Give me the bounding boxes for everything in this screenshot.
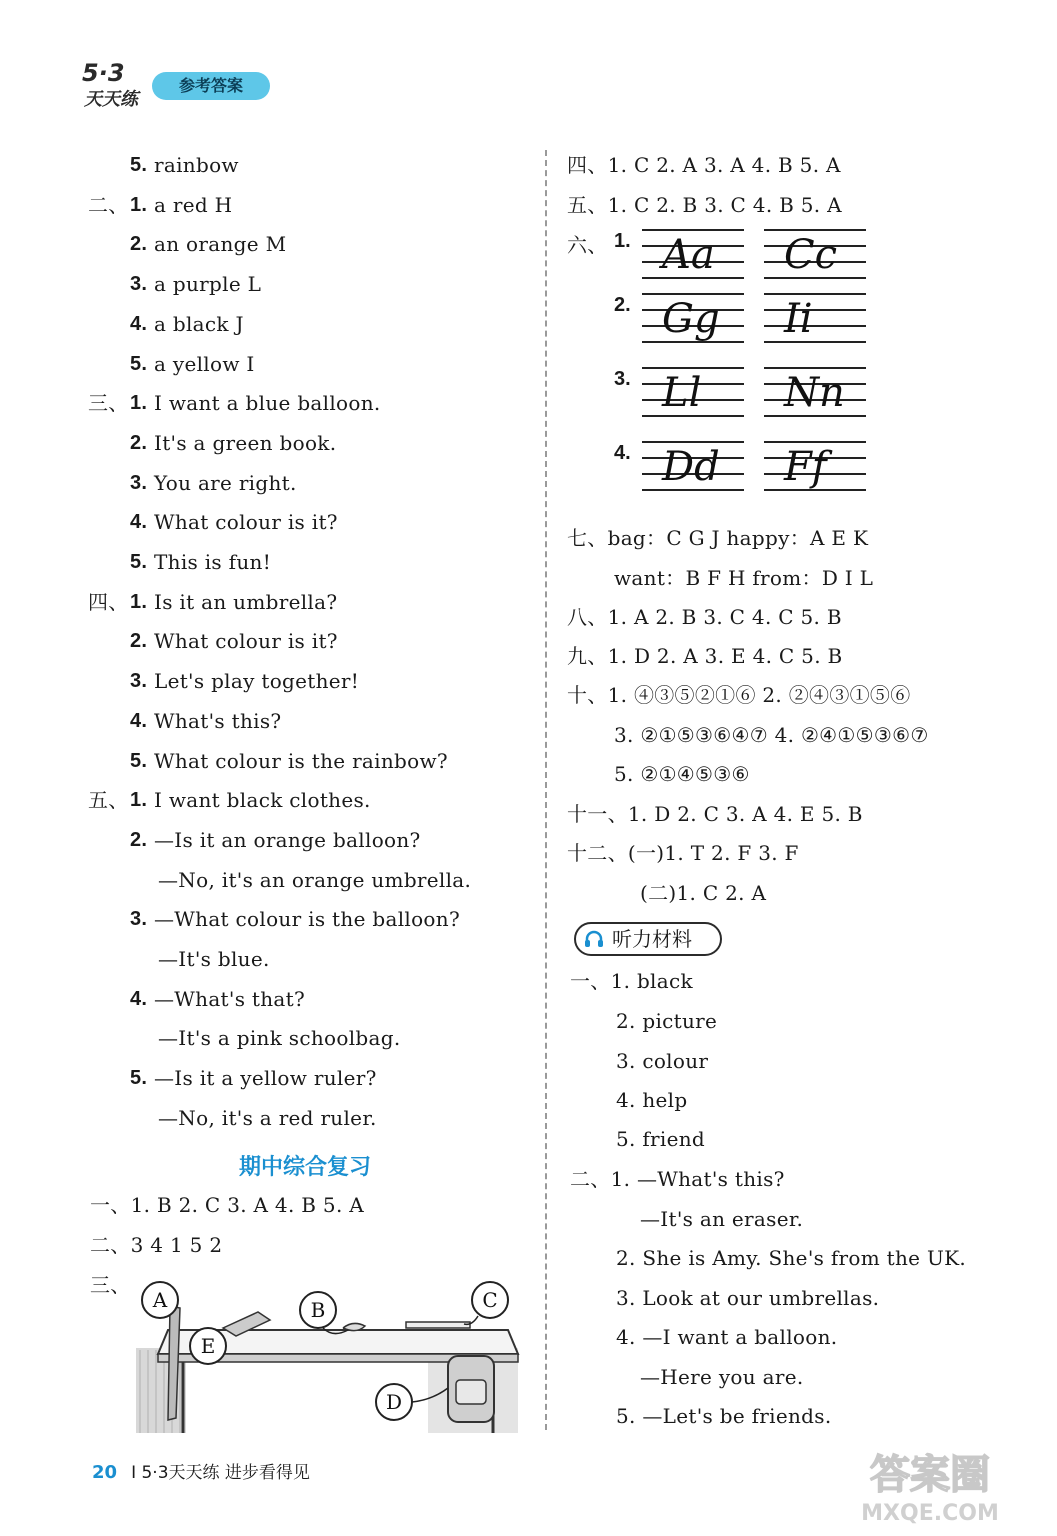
left-answer-text: I want a blue balloon. <box>154 391 381 415</box>
left-answer-text: It's a green book. <box>154 431 337 455</box>
left-section-label: 五、 <box>88 788 129 812</box>
answer-12a: 十二、(一)1. T 2. F 3. F <box>567 841 799 865</box>
listen-2-5: 5. —Let's be friends. <box>616 1404 832 1428</box>
column-divider <box>545 150 547 1430</box>
midterm-line-2: 二、3 4 1 5 2 <box>90 1233 223 1257</box>
left-item-number: 1. <box>130 194 148 216</box>
midterm-line-1: 一、1. B 2. C 3. A 4. B 5. A <box>90 1193 365 1217</box>
handwriting-item-number: 1. <box>614 230 631 252</box>
left-item-number: 4. <box>130 710 148 732</box>
right-line-4: 四、1. C 2. A 3. A 4. B 5. A <box>567 153 841 177</box>
listening-title: 听力材料 <box>612 927 692 951</box>
left-answer-text: a black J <box>154 312 244 336</box>
left-item-number: 2. <box>130 630 148 652</box>
handwriting-item-number: 4. <box>614 442 631 464</box>
handwriting-grid <box>764 292 866 344</box>
handwriting-grid <box>642 292 744 344</box>
handwriting-letters: Aa <box>662 232 715 278</box>
scene-label-b: B <box>310 1298 326 1322</box>
left-item-number: 2. <box>130 829 148 851</box>
left-item-number: 1. <box>130 789 148 811</box>
handwriting-letters: Nn <box>784 370 845 416</box>
right-line-5: 五、1. C 2. B 3. C 4. B 5. A <box>567 193 842 217</box>
left-item-number: 5. <box>130 551 148 573</box>
left-section-label: 四、 <box>88 590 129 614</box>
left-answer-text: a purple L <box>154 272 262 296</box>
left-item-number: 5. <box>130 154 148 176</box>
left-item-number: 4. <box>130 988 148 1010</box>
answer-7b: want：B F H from：D I L <box>614 566 874 590</box>
handwriting-grid <box>764 440 866 492</box>
listen-1-1: 一、1. black <box>570 969 693 993</box>
left-section-label: 二、 <box>88 193 129 217</box>
svg-text:5·3: 5·3 <box>82 59 125 87</box>
answer-11: 十一、1. D 2. C 3. A 4. E 5. B <box>567 802 863 826</box>
scene-label-c: C <box>482 1288 498 1312</box>
listen-2-2: 2. She is Amy. She's from the UK. <box>616 1246 967 1270</box>
left-section-label: 三、 <box>88 391 129 415</box>
left-answer-text: What colour is it? <box>154 629 338 653</box>
left-item-number: 3. <box>130 670 148 692</box>
listen-1-5: 5. friend <box>616 1127 706 1151</box>
handwriting-letters: Cc <box>784 232 838 278</box>
midterm-review-title: 期中综合复习 <box>238 1155 371 1180</box>
left-answer-text: —No, it's an orange umbrella. <box>158 868 472 892</box>
handwriting-item-number: 2. <box>614 294 631 316</box>
handwriting-grid <box>764 366 866 418</box>
answer-key-badge: 参考答案 <box>152 72 270 100</box>
handwriting-grid <box>642 366 744 418</box>
scene-label-e: E <box>200 1334 216 1358</box>
left-item-number: 1. <box>130 392 148 414</box>
handwriting-grid <box>764 228 866 280</box>
left-item-number: 3. <box>130 273 148 295</box>
handwriting-label: 六、 <box>567 233 608 257</box>
handwriting-letters: Gg <box>662 296 720 342</box>
scene-label-a: A <box>152 1288 168 1312</box>
listening-material-tag <box>574 922 722 956</box>
answer-10c: 5. ②①④⑤③⑥ <box>614 762 750 786</box>
answer-9: 九、1. D 2. A 3. E 4. C 5. B <box>567 644 843 668</box>
listen-2-1b: —It's an eraser. <box>640 1207 804 1231</box>
handwriting-grid <box>642 228 744 280</box>
left-item-number: 1. <box>130 591 148 613</box>
svg-text:天天练: 天天练 <box>84 89 138 110</box>
answer-7a: 七、bag：C G J happy：A E K <box>567 526 869 550</box>
left-answer-text: This is fun! <box>154 550 272 574</box>
left-answer-text: —No, it's a red ruler. <box>158 1106 377 1130</box>
left-answer-text: What's this? <box>154 709 282 733</box>
left-item-number: 3. <box>130 472 148 494</box>
left-answer-text: I want black clothes. <box>154 788 371 812</box>
listen-2-4a: 4. —I want a balloon. <box>616 1325 838 1349</box>
handwriting-letters: Ii <box>784 296 813 342</box>
left-item-number: 5. <box>130 353 148 375</box>
left-answer-text: an orange M <box>154 232 287 256</box>
scene-label-d: D <box>385 1390 403 1414</box>
ruler-icon <box>406 1322 470 1328</box>
left-answer-text: —It's blue. <box>158 947 270 971</box>
left-item-number: 2. <box>130 432 148 454</box>
listen-2-3: 3. Look at our umbrellas. <box>616 1286 880 1310</box>
left-answer-text: What colour is it? <box>154 510 338 534</box>
handwriting-item-number: 3. <box>614 368 631 390</box>
page-number: 20 <box>92 1462 118 1483</box>
footer-slogan: I 5·3天天练 进步看得见 <box>131 1463 310 1483</box>
left-answer-text: You are right. <box>154 471 297 495</box>
left-answer-text: Let's play together! <box>154 669 360 693</box>
svg-text:MXQE.COM: MXQE.COM <box>861 1501 999 1526</box>
svg-text:答案圈: 答案圈 <box>870 1452 990 1498</box>
left-item-number: 4. <box>130 511 148 533</box>
handwriting-letters: Ff <box>784 444 827 490</box>
left-item-number: 3. <box>130 908 148 930</box>
left-answer-text: What colour is the rainbow? <box>154 749 448 773</box>
answer-10a: 十、1. ④③⑤②①⑥ 2. ②④③①⑤⑥ <box>567 683 911 707</box>
listen-1-2: 2. picture <box>616 1009 718 1033</box>
left-answer-text: —Is it an orange balloon? <box>154 828 421 852</box>
left-answer-text: Is it an umbrella? <box>154 590 338 614</box>
left-answer-text: rainbow <box>154 153 239 177</box>
left-item-number: 5. <box>130 1067 148 1089</box>
logo-53-icon <box>80 55 150 111</box>
midterm-line-3: 三、 <box>90 1273 131 1297</box>
left-item-number: 4. <box>130 313 148 335</box>
listen-2-1a: 二、1. —What's this? <box>570 1167 785 1191</box>
listen-1-3: 3. colour <box>616 1049 709 1073</box>
handwriting-letters: Dd <box>662 444 720 490</box>
left-answer-text: a yellow I <box>154 352 255 376</box>
listen-1-4: 4. help <box>616 1088 688 1112</box>
left-answer-text: —Is it a yellow ruler? <box>154 1066 377 1090</box>
answer-8: 八、1. A 2. B 3. C 4. C 5. B <box>567 605 842 629</box>
listen-2-4b: —Here you are. <box>640 1365 804 1389</box>
left-answer-text: —What's that? <box>154 987 306 1011</box>
page-footer <box>92 1458 310 1483</box>
left-item-number: 5. <box>130 750 148 772</box>
answer-12b: (二)1. C 2. A <box>640 881 767 905</box>
left-answer-text: —It's a pink schoolbag. <box>158 1026 401 1050</box>
handwriting-letters: Ll <box>662 370 702 416</box>
classroom-scene-illustration <box>128 1268 528 1436</box>
left-item-number: 2. <box>130 233 148 255</box>
handwriting-grid <box>642 440 744 492</box>
answer-10b: 3. ②①⑤③⑥④⑦ 4. ②④①⑤③⑥⑦ <box>614 723 929 747</box>
watermark-logo-icon <box>830 1440 1030 1530</box>
left-answer-text: —What colour is the balloon? <box>154 907 460 931</box>
headphones-icon <box>584 929 604 949</box>
left-answer-text: a red H <box>154 193 233 217</box>
